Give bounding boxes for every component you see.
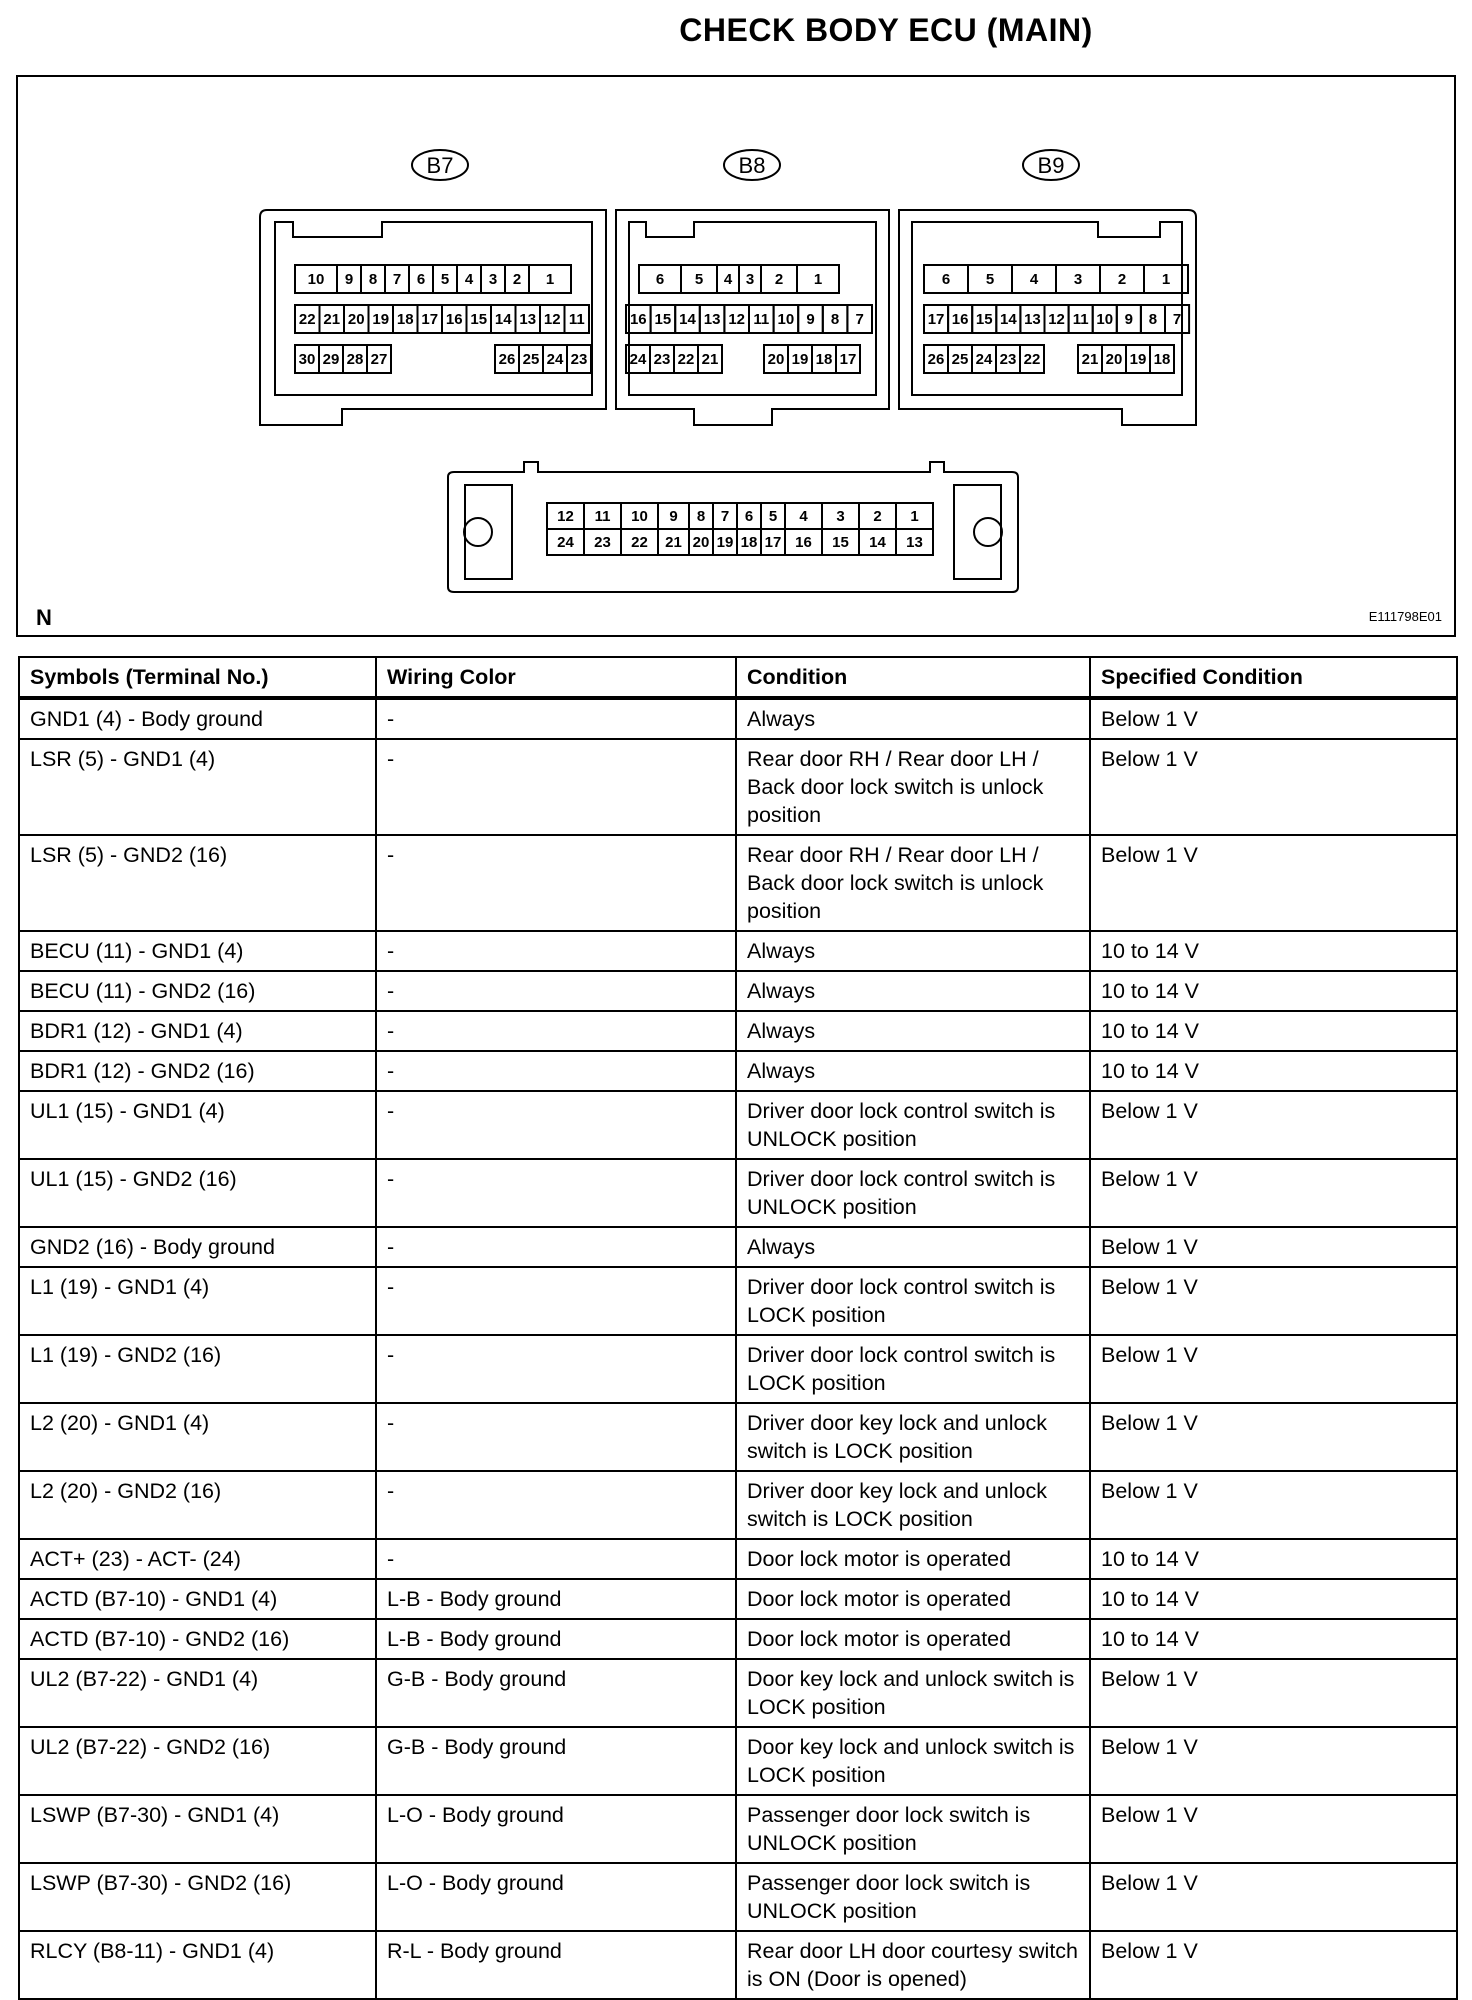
pin-number: 20: [692, 534, 710, 551]
pin-number: 14: [1000, 311, 1017, 328]
table-row: [19, 1011, 1457, 1051]
cell-condition: Driver door lock control switch is UNLOCK position: [736, 1159, 1090, 1227]
pin-number: 12: [1048, 311, 1065, 328]
pin-number: 23: [570, 351, 588, 368]
pin-number: 6: [941, 271, 951, 288]
pin-number: 21: [665, 534, 682, 551]
table-row: [19, 1795, 1457, 1863]
cell-wiring-color: -: [376, 1159, 736, 1227]
cell-symbols: RLCY (B8-11) - GND1 (4): [19, 1931, 376, 1999]
cell-wiring-color: -: [376, 1091, 736, 1159]
pin-number: 19: [791, 351, 809, 368]
pin-number: 7: [855, 311, 864, 328]
cell-specified-condition: Below 1 V: [1090, 1335, 1457, 1403]
terminal-spec-table: [18, 656, 1458, 2000]
header-wiring-color: Wiring Color: [376, 657, 736, 698]
pin-number: 24: [546, 351, 564, 368]
connector-diagram: [16, 75, 1456, 637]
cell-symbols: L2 (20) - GND2 (16): [19, 1471, 376, 1539]
cell-wiring-color: G-B - Body ground: [376, 1727, 736, 1795]
cell-wiring-color: L-B - Body ground: [376, 1619, 736, 1659]
pin-number: 22: [298, 311, 316, 328]
pin-number: 9: [344, 271, 354, 288]
cell-symbols: BECU (11) - GND2 (16): [19, 971, 376, 1011]
pin-number: 17: [839, 351, 857, 368]
pin-number: 4: [723, 271, 733, 288]
pin-number: 4: [799, 508, 808, 525]
cell-symbols: UL1 (15) - GND2 (16): [19, 1159, 376, 1227]
pin-number: 18: [396, 311, 414, 328]
pin-number: 8: [830, 311, 840, 328]
cell-wiring-color: -: [376, 931, 736, 971]
table-row: [19, 1335, 1457, 1403]
pin-number: 4: [1029, 271, 1039, 288]
table-row: [19, 1659, 1457, 1727]
pin-number: 10: [777, 311, 795, 328]
table-header-row: [19, 657, 1457, 698]
table-row: [19, 739, 1457, 835]
pin-number: 30: [298, 351, 316, 368]
cell-condition: Door lock motor is operated: [736, 1539, 1090, 1579]
pin-number: 5: [768, 508, 778, 525]
mount-hole-right: [974, 518, 1002, 546]
cell-specified-condition: Below 1 V: [1090, 1727, 1457, 1795]
pin-number: 12: [543, 311, 561, 328]
table-row: [19, 1931, 1457, 1999]
cell-condition: Always: [736, 1011, 1090, 1051]
pin-number: 6: [655, 271, 665, 288]
cell-wiring-color: -: [376, 1403, 736, 1471]
pin-number: 7: [720, 508, 730, 525]
cell-symbols: L1 (19) - GND1 (4): [19, 1267, 376, 1335]
cell-condition: Door lock motor is operated: [736, 1579, 1090, 1619]
pin-number: 5: [694, 271, 704, 288]
pin-number: 21: [323, 311, 341, 328]
pin-number: 17: [764, 534, 782, 551]
pin-number: 24: [557, 534, 574, 551]
pin-number: 25: [951, 351, 969, 368]
pin-number: 11: [753, 311, 770, 328]
pin-number: 23: [653, 351, 671, 368]
cell-symbols: BECU (11) - GND1 (4): [19, 931, 376, 971]
pin-number: 13: [519, 311, 537, 328]
cell-condition: Rear door RH / Rear door LH / Back door lock switch is unlock position: [736, 739, 1090, 835]
pin-number: 24: [975, 351, 993, 368]
cell-specified-condition: Below 1 V: [1090, 1659, 1457, 1727]
cell-specified-condition: 10 to 14 V: [1090, 931, 1457, 971]
cell-wiring-color: -: [376, 1471, 736, 1539]
pin-number: 10: [631, 508, 648, 525]
cell-symbols: UL2 (B7-22) - GND1 (4): [19, 1659, 376, 1727]
pin-number: 13: [906, 534, 923, 551]
figure-code: E111798E01: [1368, 609, 1442, 624]
cell-symbols: UL1 (15) - GND1 (4): [19, 1091, 376, 1159]
pin-number: 25: [522, 351, 540, 368]
pin-number: 16: [795, 534, 812, 551]
cell-condition: Driver door lock control switch is LOCK position: [736, 1267, 1090, 1335]
cell-wiring-color: -: [376, 835, 736, 931]
cell-wiring-color: -: [376, 1335, 736, 1403]
cell-wiring-color: L-O - Body ground: [376, 1863, 736, 1931]
cell-condition: Rear door RH / Rear door LH / Back door lock switch is unlock position: [736, 835, 1090, 931]
cell-condition: Always: [736, 698, 1090, 739]
table-row: [19, 835, 1457, 931]
table-row: [19, 1403, 1457, 1471]
cell-symbols: ACTD (B7-10) - GND1 (4): [19, 1579, 376, 1619]
cell-symbols: GND2 (16) - Body ground: [19, 1227, 376, 1267]
connector-labels: [412, 150, 1079, 180]
cell-condition: Passenger door lock switch is UNLOCK position: [736, 1863, 1090, 1931]
pin-number: 28: [346, 351, 364, 368]
pin-number: 23: [594, 534, 611, 551]
cell-condition: Always: [736, 1227, 1090, 1267]
cell-symbols: L2 (20) - GND1 (4): [19, 1403, 376, 1471]
pin-number: 22: [1023, 351, 1041, 368]
cell-symbols: LSR (5) - GND2 (16): [19, 835, 376, 931]
cell-condition: Rear door LH door courtesy switch is ON (Door is opened): [736, 1931, 1090, 1999]
pin-number: 22: [677, 351, 695, 368]
cell-specified-condition: Below 1 V: [1090, 698, 1457, 739]
cell-specified-condition: Below 1 V: [1090, 1267, 1457, 1335]
cell-condition: Door key lock and unlock switch is LOCK position: [736, 1659, 1090, 1727]
table-row: [19, 1159, 1457, 1227]
pin-number: 18: [1153, 351, 1171, 368]
header-condition: Condition: [736, 657, 1090, 698]
cell-symbols: UL2 (B7-22) - GND2 (16): [19, 1727, 376, 1795]
cell-wiring-color: -: [376, 698, 736, 739]
connector-drawing: [18, 77, 1454, 635]
pin-number: 29: [322, 351, 340, 368]
cell-condition: Driver door key lock and unlock switch is LOCK position: [736, 1403, 1090, 1471]
cell-specified-condition: Below 1 V: [1090, 739, 1457, 835]
pin-number: 23: [999, 351, 1017, 368]
pin-number: 21: [701, 351, 719, 368]
header-specified-condition: Specified Condition: [1090, 657, 1457, 698]
pin-number: 18: [815, 351, 833, 368]
pin-number: 20: [767, 351, 785, 368]
pin-number: 15: [975, 311, 993, 328]
pin-number: 14: [494, 311, 512, 328]
cell-symbols: ACT+ (23) - ACT- (24): [19, 1539, 376, 1579]
pin-number: 12: [557, 508, 574, 525]
cell-condition: Driver door key lock and unlock switch is LOCK position: [736, 1471, 1090, 1539]
table-row: [19, 1539, 1457, 1579]
cell-condition: Always: [736, 1051, 1090, 1091]
cell-wiring-color: L-O - Body ground: [376, 1795, 736, 1863]
mount-hole-left: [464, 518, 492, 546]
cell-specified-condition: 10 to 14 V: [1090, 1619, 1457, 1659]
pin-number: 2: [873, 508, 882, 525]
cell-specified-condition: 10 to 14 V: [1090, 1579, 1457, 1619]
table-row: [19, 1863, 1457, 1931]
pin-number: 1: [1161, 271, 1171, 288]
pin-number: 8: [1148, 311, 1158, 328]
table-row: [19, 931, 1457, 971]
pin-number: 17: [927, 311, 945, 328]
cell-wiring-color: -: [376, 1011, 736, 1051]
cell-wiring-color: -: [376, 1267, 736, 1335]
cell-specified-condition: Below 1 V: [1090, 835, 1457, 931]
cell-condition: Driver door lock control switch is UNLOCK position: [736, 1091, 1090, 1159]
pin-number: 15: [832, 534, 849, 551]
pin-number: 11: [1072, 311, 1089, 328]
pin-number: 5: [985, 271, 995, 288]
cell-condition: Door key lock and unlock switch is LOCK position: [736, 1727, 1090, 1795]
cell-condition: Driver door lock control switch is LOCK position: [736, 1335, 1090, 1403]
table-row: [19, 1471, 1457, 1539]
pin-number: 26: [927, 351, 945, 368]
pin-number: 6: [416, 271, 426, 288]
pin-number: 16: [445, 311, 463, 328]
cell-symbols: LSR (5) - GND1 (4): [19, 739, 376, 835]
cell-symbols: L1 (19) - GND2 (16): [19, 1335, 376, 1403]
pin-number: 22: [631, 534, 648, 551]
pin-number: 15: [470, 311, 488, 328]
header-symbols: Symbols (Terminal No.): [19, 657, 376, 698]
pin-number: 14: [679, 311, 696, 328]
connector-label-b9: B9: [1037, 153, 1065, 178]
pin-number: 3: [836, 508, 845, 525]
cell-specified-condition: Below 1 V: [1090, 1795, 1457, 1863]
pin-number: 26: [498, 351, 516, 368]
pin-number: 9: [806, 311, 815, 328]
table-row: [19, 1727, 1457, 1795]
cell-specified-condition: Below 1 V: [1090, 1091, 1457, 1159]
cell-wiring-color: -: [376, 739, 736, 835]
table-body: [19, 698, 1457, 1999]
pin-number: 24: [629, 351, 647, 368]
cell-wiring-color: -: [376, 971, 736, 1011]
cell-specified-condition: Below 1 V: [1090, 1159, 1457, 1227]
table-row: [19, 1267, 1457, 1335]
pin-number: 3: [745, 271, 755, 288]
cell-specified-condition: Below 1 V: [1090, 1227, 1457, 1267]
connector-label-b8: B8: [738, 153, 766, 178]
table-row: [19, 971, 1457, 1011]
table-row: [19, 1227, 1457, 1267]
table-row: [19, 1091, 1457, 1159]
cell-condition: Always: [736, 971, 1090, 1011]
cell-condition: Door lock motor is operated: [736, 1619, 1090, 1659]
cell-symbols: GND1 (4) - Body ground: [19, 698, 376, 739]
pin-number: 8: [368, 271, 378, 288]
pin-number: 20: [347, 311, 365, 328]
pin-number: 1: [545, 271, 555, 288]
table-row: [19, 1051, 1457, 1091]
pin-number: 7: [392, 271, 402, 288]
pin-number: 2: [512, 271, 522, 288]
pin-number: 7: [1172, 311, 1182, 328]
pin-number: 8: [696, 508, 706, 525]
pin-number: 27: [370, 351, 388, 368]
cell-specified-condition: Below 1 V: [1090, 1471, 1457, 1539]
table-row: [19, 698, 1457, 739]
pin-number: 19: [372, 311, 390, 328]
pin-number: 9: [1124, 311, 1134, 328]
pin-number: 20: [1105, 351, 1123, 368]
pin-number: 2: [774, 271, 784, 288]
cell-symbols: BDR1 (12) - GND2 (16): [19, 1051, 376, 1091]
pin-number: 15: [654, 311, 672, 328]
pin-number: 16: [629, 311, 647, 328]
pin-number: 13: [1024, 311, 1041, 328]
cell-symbols: LSWP (B7-30) - GND1 (4): [19, 1795, 376, 1863]
pin-number: 21: [1081, 351, 1099, 368]
pin-number: 16: [951, 311, 969, 328]
pin-number: 2: [1117, 271, 1127, 288]
pin-number: 1: [813, 271, 823, 288]
cell-wiring-color: L-B - Body ground: [376, 1579, 736, 1619]
cell-specified-condition: 10 to 14 V: [1090, 971, 1457, 1011]
page-title: CHECK BODY ECU (MAIN): [679, 12, 1093, 48]
table-row: [19, 1579, 1457, 1619]
cell-wiring-color: R-L - Body ground: [376, 1931, 736, 1999]
cell-specified-condition: 10 to 14 V: [1090, 1539, 1457, 1579]
cell-specified-condition: 10 to 14 V: [1090, 1011, 1457, 1051]
pin-number: 14: [869, 534, 886, 551]
pin-number: 10: [1096, 311, 1114, 328]
cell-specified-condition: 10 to 14 V: [1090, 1051, 1457, 1091]
cell-condition: Always: [736, 931, 1090, 971]
cell-wiring-color: -: [376, 1227, 736, 1267]
pin-number: 17: [421, 311, 439, 328]
table-row: [19, 1619, 1457, 1659]
pin-number: 11: [594, 508, 611, 525]
pin-number: 13: [703, 311, 721, 328]
cell-wiring-color: -: [376, 1539, 736, 1579]
cell-specified-condition: Below 1 V: [1090, 1403, 1457, 1471]
pin-number: 5: [440, 271, 450, 288]
pin-number: 9: [669, 508, 678, 525]
pin-number: 6: [744, 508, 754, 525]
cell-specified-condition: Below 1 V: [1090, 1931, 1457, 1999]
cell-specified-condition: Below 1 V: [1090, 1863, 1457, 1931]
cell-symbols: LSWP (B7-30) - GND2 (16): [19, 1863, 376, 1931]
pin-number: 3: [488, 271, 498, 288]
cell-symbols: BDR1 (12) - GND1 (4): [19, 1011, 376, 1051]
pin-number: 19: [1129, 351, 1147, 368]
pin-number: 19: [716, 534, 734, 551]
pin-number: 1: [910, 508, 919, 525]
pin-number: 10: [307, 271, 325, 288]
view-label: N: [36, 605, 52, 630]
pin-number: 11: [568, 311, 585, 328]
pin-number: 18: [740, 534, 758, 551]
connector-label-b7: B7: [426, 153, 454, 178]
pin-number: 4: [464, 271, 474, 288]
cell-wiring-color: -: [376, 1051, 736, 1091]
cell-wiring-color: G-B - Body ground: [376, 1659, 736, 1727]
cell-symbols: ACTD (B7-10) - GND2 (16): [19, 1619, 376, 1659]
cell-condition: Passenger door lock switch is UNLOCK position: [736, 1795, 1090, 1863]
pin-number: 3: [1073, 271, 1083, 288]
pin-number: 12: [728, 311, 746, 328]
